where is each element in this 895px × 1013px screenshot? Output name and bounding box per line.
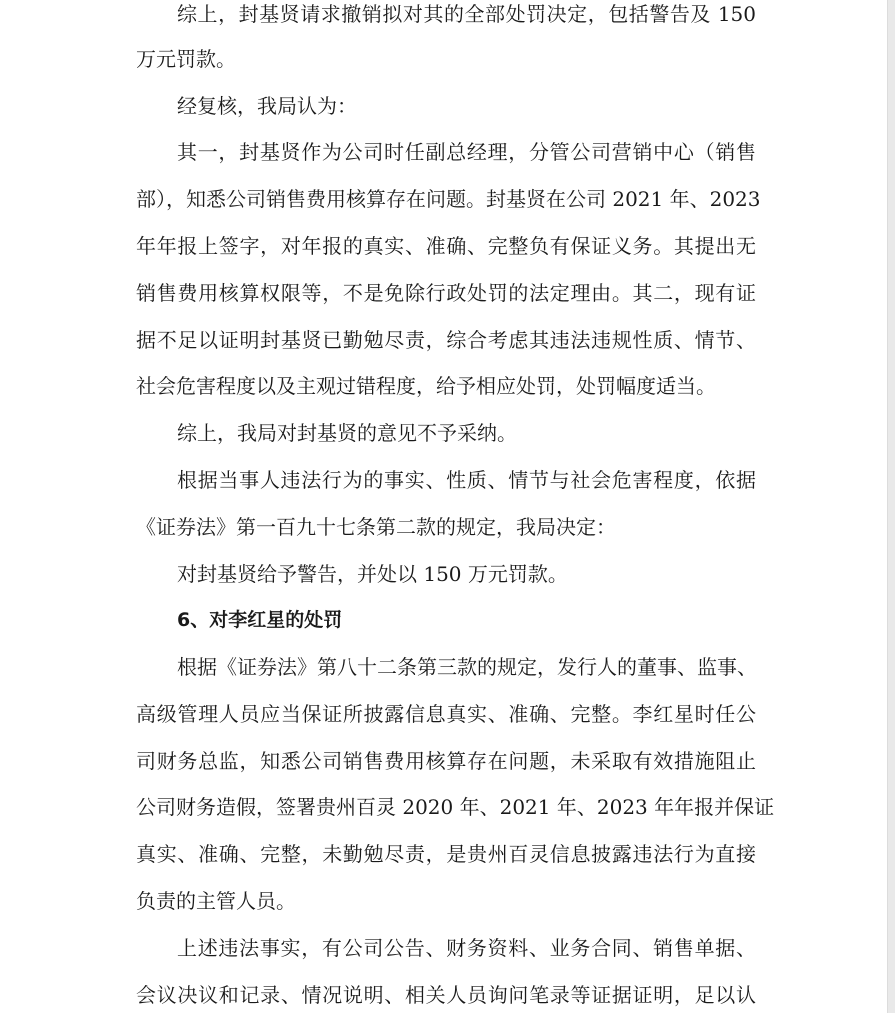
text-line: 经复核，我局认为： [177, 94, 357, 118]
text-line: 对封基贤给予警告，并处以 150 万元罚款。 [177, 562, 568, 586]
text-line: 年年报上签字，对年报的真实、准确、完整负有保证义务。其提出无 [136, 234, 756, 258]
text-line: 根据《证券法》第八十二条第三款的规定，发行人的董事、监事、 [177, 655, 757, 679]
vertical-scrollbar[interactable] [887, 0, 895, 1013]
text-line: 根据当事人违法行为的事实、性质、情节与社会危害程度，依据 [177, 468, 756, 492]
text-line: 社会危害程度以及主观过错程度，给予相应处罚，处罚幅度适当。 [136, 374, 716, 398]
text-line: 据不足以证明封基贤已勤勉尽责，综合考虑其违法违规性质、情节、 [136, 328, 756, 352]
text-line: 综上，封基贤请求撤销拟对其的全部处罚决定，包括警告及 150 [177, 2, 756, 26]
text-line: 《证券法》第一百九十七条第二款的规定，我局决定： [136, 515, 616, 539]
text-line: 高级管理人员应当保证所披露信息真实、准确、完整。李红星时任公 [136, 702, 756, 726]
text-line: 部），知悉公司销售费用核算存在问题。封基贤在公司 2021 年、2023 [136, 187, 761, 211]
text-line: 综上，我局对封基贤的意见不予采纳。 [177, 421, 517, 445]
text-line: 真实、准确、完整，未勤勉尽责，是贵州百灵信息披露违法行为直接 [136, 842, 756, 866]
text-line: 销售费用核算权限等，不是免除行政处罚的法定理由。其二，现有证 [136, 281, 756, 305]
text-line: 司财务总监，知悉公司销售费用核算存在问题，未采取有效措施阻止 [136, 749, 756, 773]
section-heading: 6、对李红星的处罚 [177, 609, 343, 631]
text-line: 会议决议和记录、情况说明、相关人员询问笔录等证据证明，足以认 [136, 983, 756, 1007]
text-line: 公司财务造假，签署贵州百灵 2020 年、2021 年、2023 年年报并保证 [136, 795, 775, 819]
text-line: 负责的主管人员。 [136, 889, 296, 913]
text-line: 其一，封基贤作为公司时任副总经理，分管公司营销中心（销售 [177, 140, 756, 164]
text-line: 上述违法事实，有公司公告、财务资料、业务合同、销售单据、 [177, 936, 756, 960]
text-line: 万元罚款。 [136, 47, 236, 71]
